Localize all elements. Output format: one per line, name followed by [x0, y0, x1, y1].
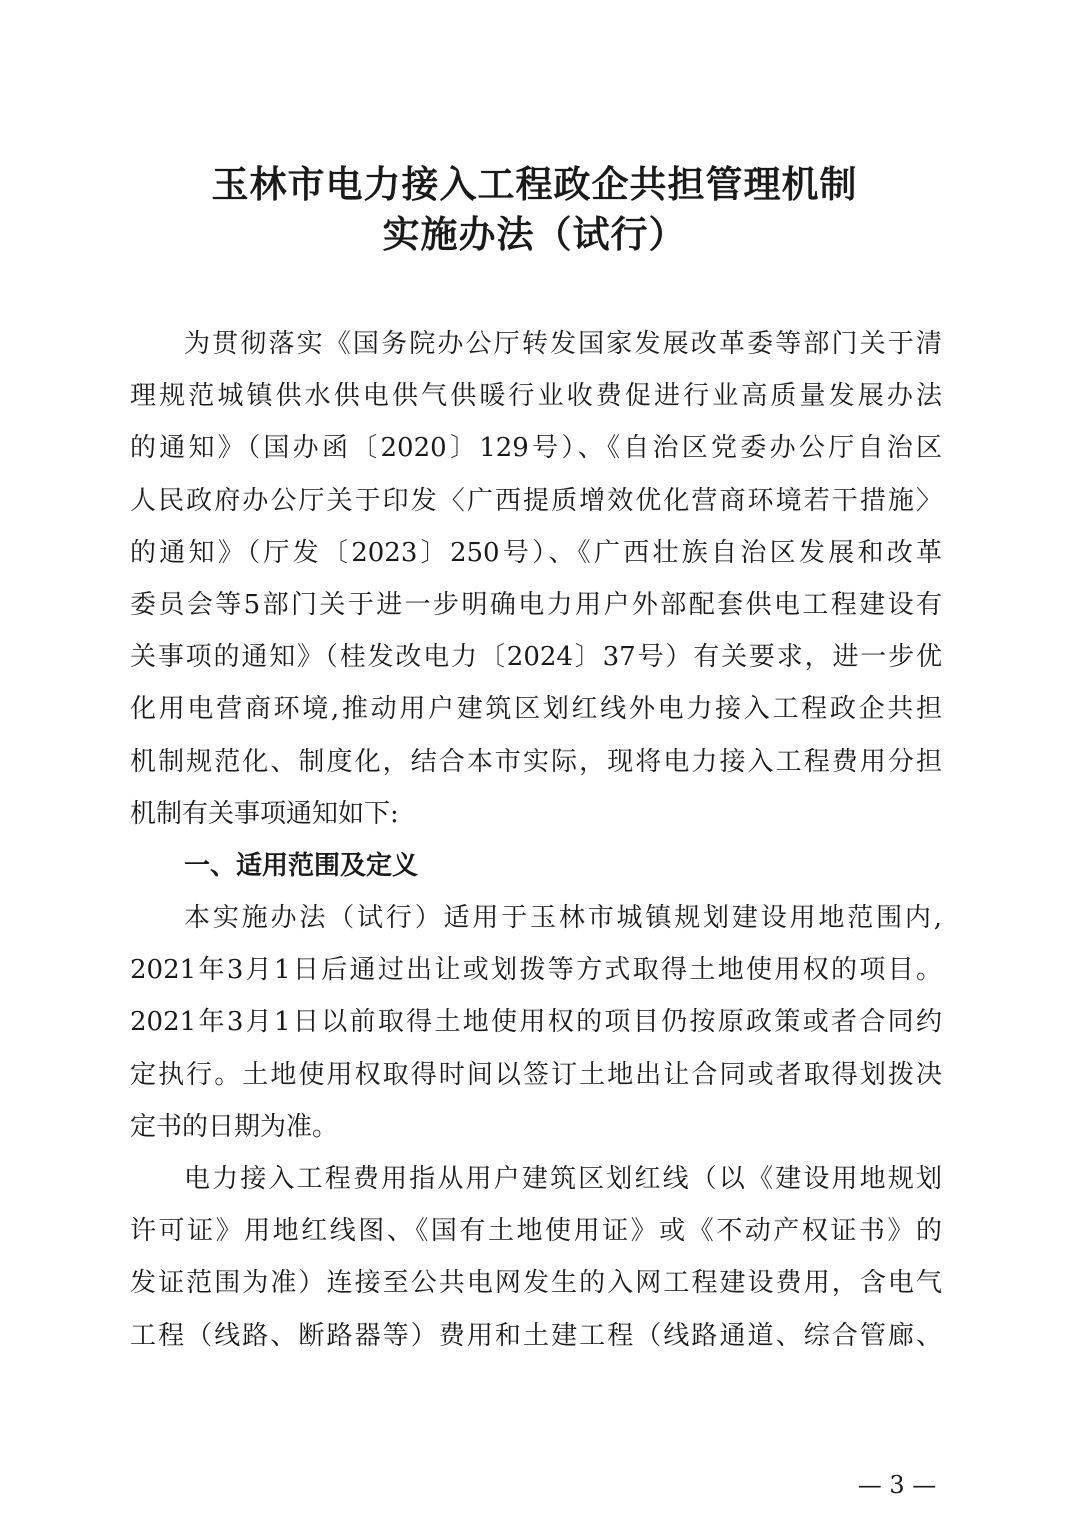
text-line: 工程（线路、断路器等）费用和土建工程（线路通道、综合管廊、	[130, 1320, 942, 1351]
document-title-line-2: 实施办法（试行）	[382, 212, 687, 256]
document-title-line-1: 玉林市电力接入工程政企共担管理机制	[211, 162, 858, 206]
text-line: 理规范城镇供水供电供气供暖行业收费促进行业高质量发展办法	[130, 381, 942, 412]
text-line: 的通知》（厅发〔2023〕250号）、《广西壮族自治区发展和改革	[130, 537, 942, 568]
section-heading: 一、适用范围及定义	[184, 850, 419, 881]
paragraph-scope	[130, 892, 942, 1153]
text-line: 委员会等5部门关于进一步明确电力用户外部配套供电工程建设有	[130, 589, 942, 620]
text-line: 定书的日期为准。	[130, 1111, 339, 1142]
text-line: 2021年3月1日以前取得土地使用权的项目仍按原政策或者合同约	[130, 1007, 942, 1038]
text-line: 为贯彻落实《国务院办公厅转发国家发展改革委等部门关于清	[184, 329, 942, 359]
document-body	[130, 318, 942, 1362]
text-line: 人民政府办公厅关于印发〈广西提质增效优化营商环境若干措施〉	[130, 485, 942, 516]
text-line: 发证范围为准）连接至公共电网发生的入网工程建设费用，含电气	[130, 1268, 942, 1299]
page-number: — 3 —	[857, 1471, 937, 1499]
text-line: 关事项的通知》（桂发改电力〔2024〕37号）有关要求，进一步优	[130, 642, 942, 673]
text-line: 化用电营商环境,推动用户建筑区划红线外电力接入工程政企共担	[130, 694, 942, 725]
text-line: 的通知》（国办函〔2020〕129号）、《自治区党委办公厅自治区	[130, 433, 942, 464]
text-line: 2021年3月1日后通过出让或划拨等方式取得土地使用权的项目。	[130, 955, 942, 986]
paragraph-intro	[130, 318, 942, 840]
paragraph-definition	[130, 1153, 942, 1362]
text-line: 许可证》用地红线图、《国有土地使用证》或《不动产权证书》的	[130, 1216, 942, 1247]
text-line: 机制有关事项通知如下:	[130, 798, 399, 829]
text-line: 定执行。土地使用权取得时间以签订土地出让合同或者取得划拨决	[130, 1059, 942, 1090]
text-line: 电力接入工程费用指从用户建筑区划红线（以《建设用地规划	[184, 1164, 942, 1194]
text-line: 机制规范化、制度化，结合本市实际，现将电力接入工程费用分担	[130, 746, 942, 777]
text-line: 本实施办法（试行）适用于玉林市城镇规划建设用地范围内,	[184, 903, 942, 934]
